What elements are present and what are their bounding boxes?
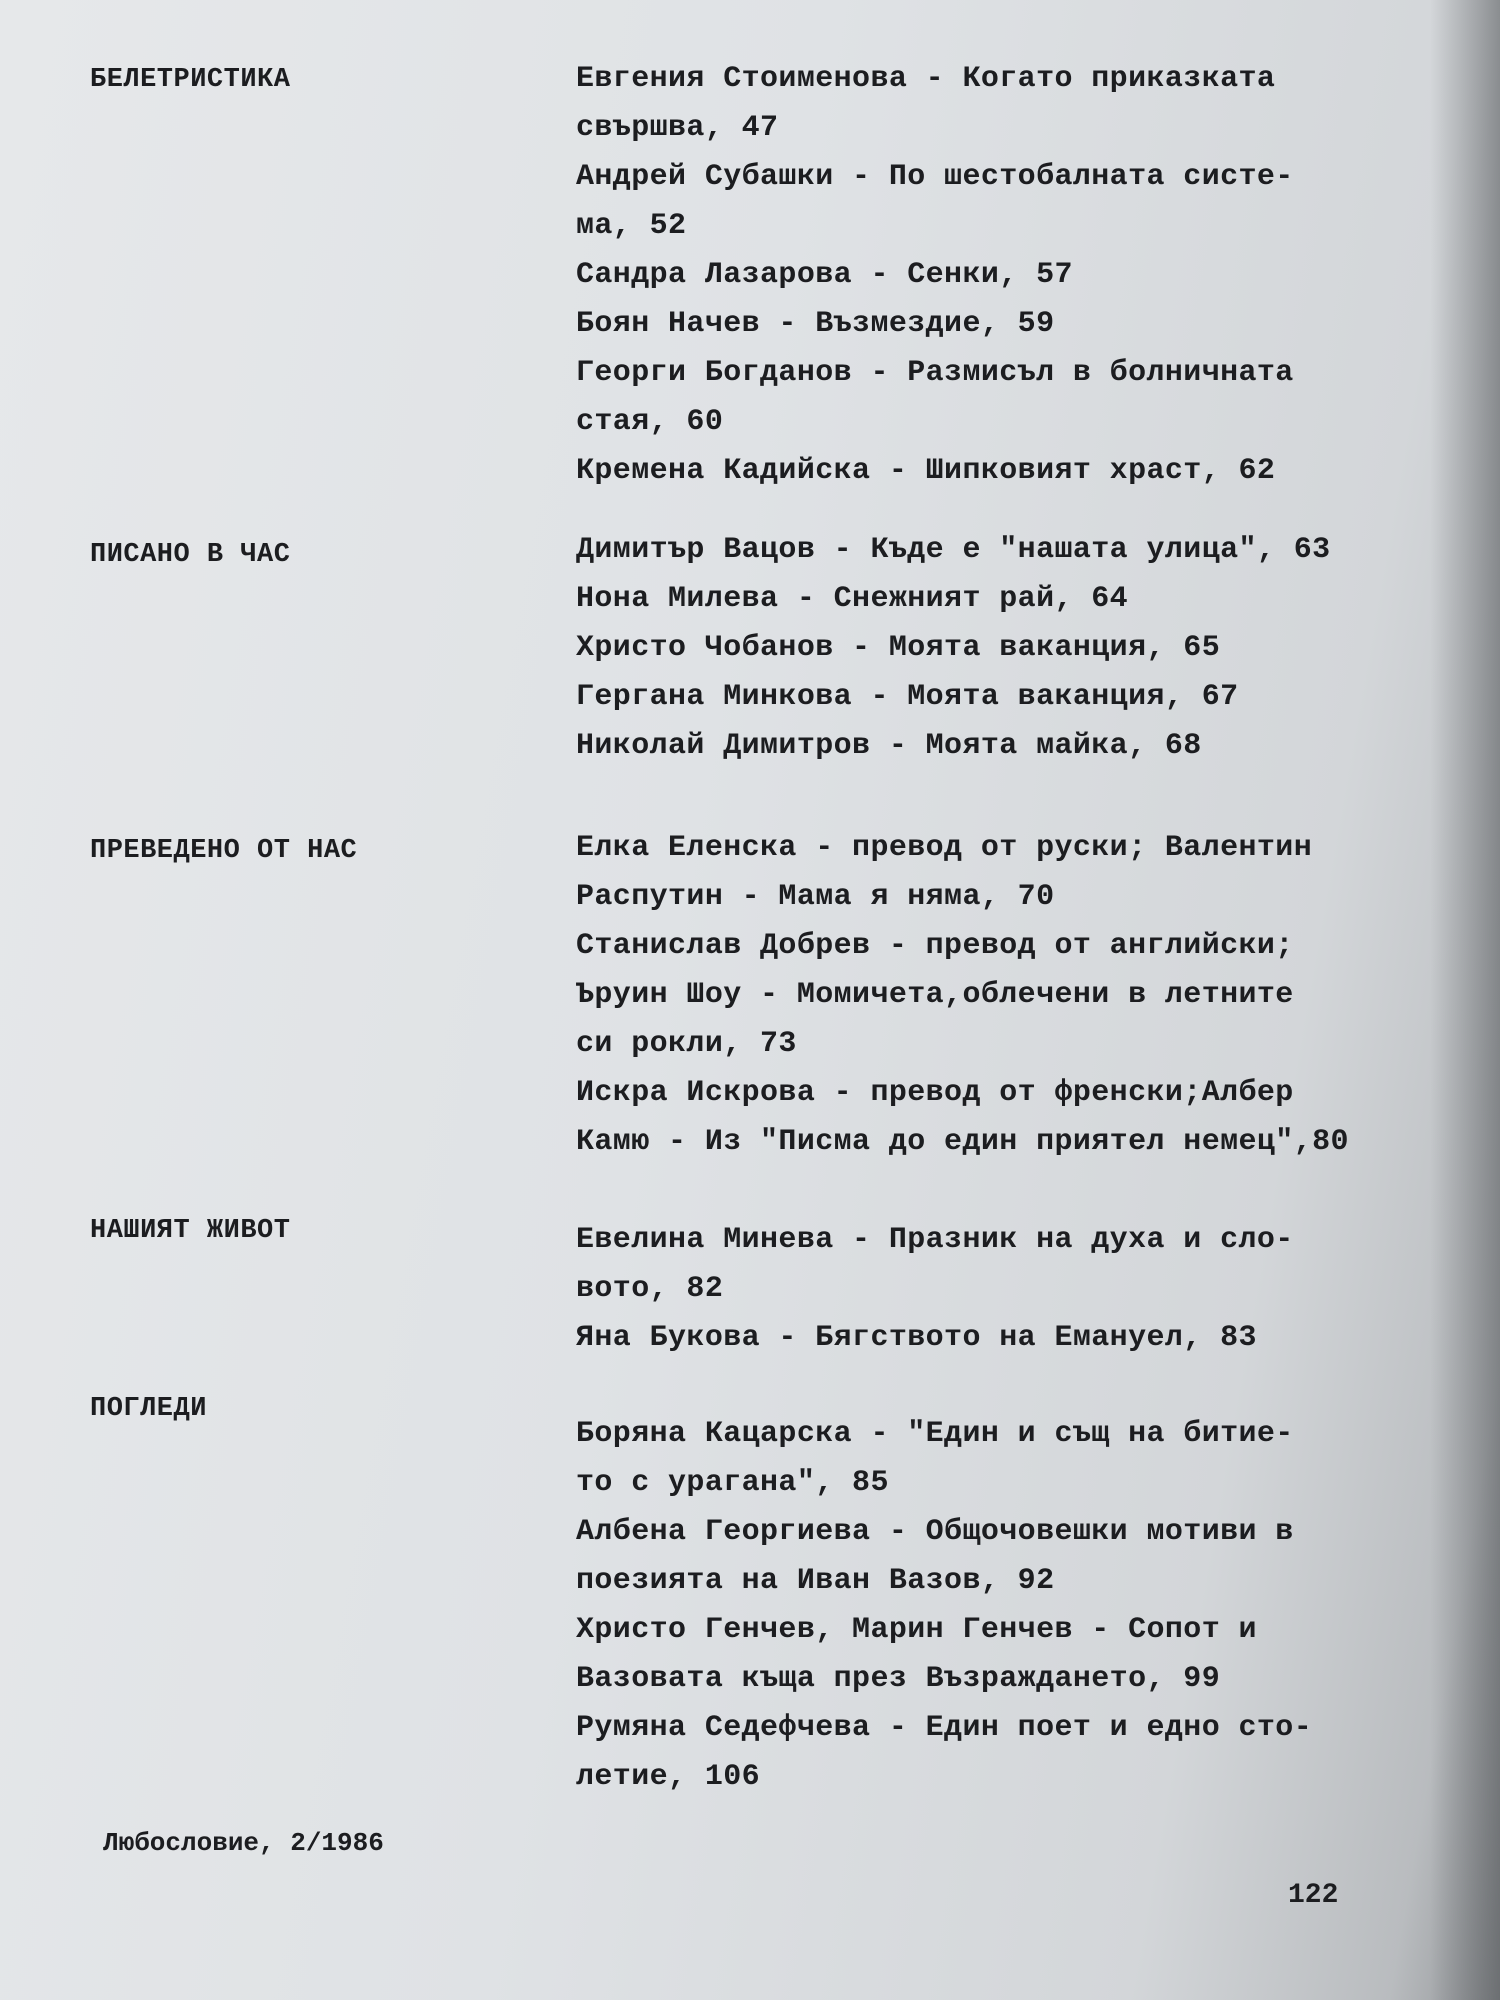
entry-line: Ъруин Шоу - Момичета,облечени в летните xyxy=(576,978,1294,1012)
section-title: ПРЕВЕДЕНО ОТ НАС xyxy=(90,836,358,866)
entry-line: Христо Генчев, Марин Генчев - Сопот и xyxy=(576,1613,1257,1647)
entry-line: летие, 106 xyxy=(576,1760,761,1794)
journal-footer: Любословие, 2/1986 xyxy=(103,1828,384,1858)
entry-line: Нона Милева - Снежният рай, 64 xyxy=(576,582,1129,616)
entry-line: свършва, 47 xyxy=(576,111,779,145)
entry-line: Яна Букова - Бягството на Емануел, 83 xyxy=(576,1321,1257,1355)
section-entries xyxy=(576,1410,1406,1802)
page-edge-shadow xyxy=(1430,0,1500,2000)
entry-line: Распутин - Мама я няма, 70 xyxy=(576,880,1055,914)
entry-line: Румяна Седефчева - Един поет и едно сто- xyxy=(576,1711,1313,1745)
entry-line: Боряна Кацарска - "Един и същ на битие- xyxy=(576,1417,1294,1451)
section-title: ПОГЛЕДИ xyxy=(90,1394,207,1424)
entry-line: Георги Богданов - Размисъл в болничната xyxy=(576,356,1294,390)
entry-line: Андрей Субашки - По шестобалната систе- xyxy=(576,160,1294,194)
section-entries xyxy=(576,1216,1406,1363)
entry-line: Кремена Кадийска - Шипковият храст, 62 xyxy=(576,454,1276,488)
entry-line: Елка Еленска - превод от руски; Валентин xyxy=(576,831,1313,865)
entry-line: стая, 60 xyxy=(576,405,724,439)
entry-line: Димитър Вацов - Къде е "нашата улица", 63 xyxy=(576,533,1331,567)
entry-line: Албена Георгиева - Общочовешки мотиви в xyxy=(576,1515,1294,1549)
page-number: 122 xyxy=(1288,1880,1339,1911)
section-entries xyxy=(576,526,1406,771)
section-entries xyxy=(576,55,1406,496)
section-title: НАШИЯТ ЖИВОТ xyxy=(90,1216,291,1246)
section-entries xyxy=(576,824,1406,1167)
section-title: БЕЛЕТРИСТИКА xyxy=(90,65,291,95)
entry-line: Боян Начев - Възмездие, 59 xyxy=(576,307,1055,341)
section-title: ПИСАНО В ЧАС xyxy=(90,540,291,570)
entry-line: Камю - Из "Писма до един приятел немец",80 xyxy=(576,1125,1349,1159)
entry-line: Христо Чобанов - Моята ваканция, 65 xyxy=(576,631,1221,665)
entry-line: Сандра Лазарова - Сенки, 57 xyxy=(576,258,1073,292)
entry-line: вото, 82 xyxy=(576,1272,724,1306)
entry-line: Гергана Минкова - Моята ваканция, 67 xyxy=(576,680,1239,714)
entry-line: Вазовата къща през Възраждането, 99 xyxy=(576,1662,1221,1696)
entry-line: Станислав Добрев - превод от английски; xyxy=(576,929,1294,963)
entry-line: Евгения Стоименова - Когато приказката xyxy=(576,62,1276,96)
entry-line: Николай Димитров - Моята майка, 68 xyxy=(576,729,1202,763)
entry-line: Евелина Минева - Празник на духа и сло- xyxy=(576,1223,1294,1257)
entry-line: Искра Искрова - превод от френски;Албер xyxy=(576,1076,1294,1110)
entry-line: поезията на Иван Вазов, 92 xyxy=(576,1564,1055,1598)
entry-line: си рокли, 73 xyxy=(576,1027,797,1061)
entry-line: ма, 52 xyxy=(576,209,687,243)
entry-line: то с урагана", 85 xyxy=(576,1466,889,1500)
